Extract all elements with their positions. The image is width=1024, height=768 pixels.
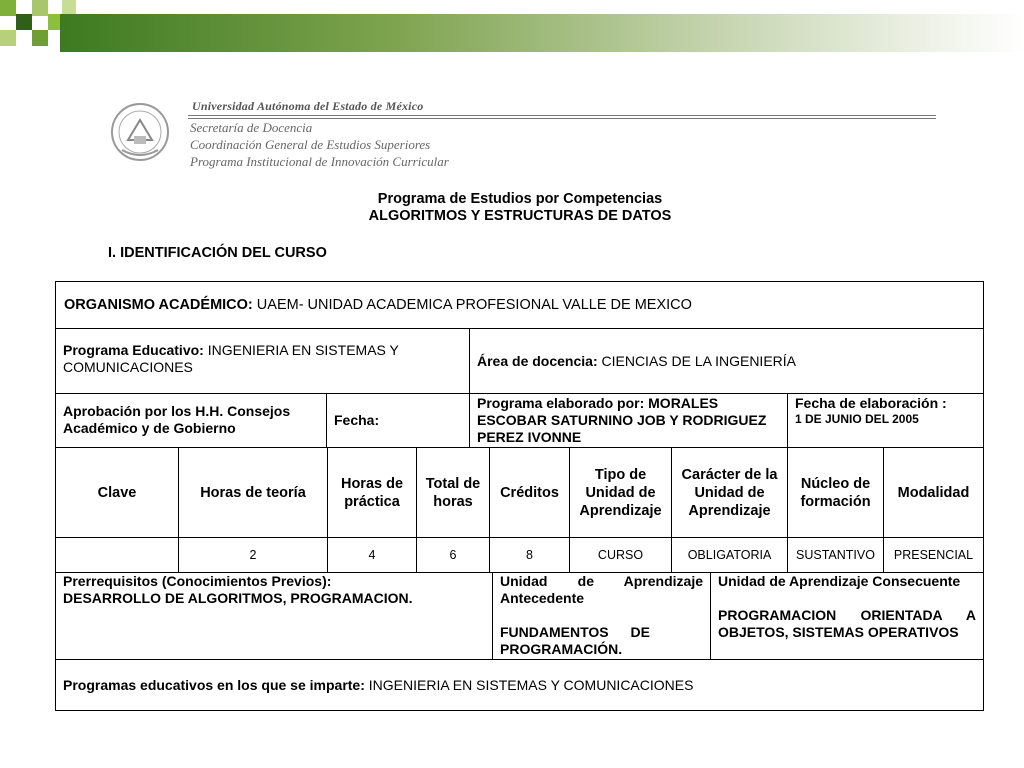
university-name: Universidad Autónoma del Estado de México: [192, 99, 424, 113]
area-value: CIENCIAS DE LA INGENIERÍA: [601, 352, 796, 369]
value-total-horas: 6: [416, 537, 490, 573]
antecedente-label: Unidad de Aprendizaje Antecedente: [500, 573, 703, 606]
fecha-elaboracion-label: Fecha de elaboración :: [795, 395, 947, 411]
col-header-creditos: Créditos: [489, 447, 570, 538]
divider: [188, 118, 936, 119]
col-header-tipo-unidad: Tipo de Unidad de Aprendizaje: [569, 447, 672, 538]
fecha-elaboracion-cell: [787, 393, 984, 448]
value-clave: [55, 537, 179, 573]
value-caracter-unidad: OBLIGATORIA: [671, 537, 788, 573]
section-heading: I. IDENTIFICACIÓN DEL CURSO: [108, 245, 327, 261]
banner-square: [32, 30, 48, 46]
consecuente-value: PROGRAMACION ORIENTADA A OBJETOS, SISTEMAS OPERATIVOS: [718, 607, 976, 640]
aprobacion-label: Aprobación por los H.H. Consejos Académico y de Gobierno: [63, 403, 291, 436]
banner-square: [0, 0, 16, 16]
elaborado-text: Programa elaborado por: MORALES ESCOBAR SATURNINO JOB Y RODRIGUEZ PEREZ IVONNE: [477, 395, 767, 445]
area-cell: [469, 328, 984, 394]
banner-square: [32, 0, 48, 16]
aprobacion-cell: [55, 393, 327, 448]
university-seal-icon: [108, 100, 172, 164]
col-header-caracter-unidad: Carácter de la Unidad de Aprendizaje: [671, 447, 788, 538]
letterhead-line: Coordinación General de Estudios Superiores: [190, 137, 431, 152]
col-header-clave: Clave: [55, 447, 179, 538]
organismo-value: UAEM- UNIDAD ACADEMICA PROFESIONAL VALLE DE MEXICO: [256, 296, 692, 313]
elaborado-cell: [469, 393, 788, 448]
document-title: Programa de Estudios por Competencias: [377, 191, 663, 207]
consecuente-cell: [710, 572, 984, 660]
antecedente-cell: [492, 572, 711, 660]
programa-cell: [55, 328, 470, 394]
divider: [188, 115, 936, 116]
fecha-label: Fecha:: [334, 412, 380, 428]
organismo-label: ORGANISMO ACADÉMICO:: [64, 296, 253, 313]
programas-label: Programas educativos en los que se imparte:: [63, 676, 365, 693]
programas-value: INGENIERIA EN SISTEMAS Y COMUNICACIONES: [368, 676, 694, 693]
course-title: ALGORITMOS Y ESTRUCTURAS DE DATOS: [368, 208, 672, 224]
letterhead-line: Programa Institucional de Innovación Curricular: [190, 154, 449, 169]
value-horas-teoria: 2: [178, 537, 328, 573]
value-horas-practica: 4: [327, 537, 417, 573]
col-header-horas-teoria: Horas de teoría: [178, 447, 328, 538]
area-label: Área de docencia:: [477, 352, 598, 369]
prerrequisitos-value: DESARROLLO DE ALGORITMOS, PROGRAMACION.: [63, 590, 413, 606]
col-header-horas-practica: Horas de práctica: [327, 447, 417, 538]
prerrequisitos-label: Prerrequisitos (Conocimientos Previos):: [63, 573, 332, 589]
banner-square: [0, 30, 16, 46]
antecedente-value: FUNDAMENTOS DE PROGRAMACIÓN.: [500, 624, 650, 657]
value-modalidad: PRESENCIAL: [883, 537, 984, 573]
programa-value: INGENIERIA EN SISTEMAS Y COMUNICACIONES: [63, 342, 399, 375]
value-creditos: 8: [489, 537, 570, 573]
programas-cell: [55, 659, 984, 711]
col-header-modalidad: Modalidad: [883, 447, 984, 538]
fecha-elaboracion-value: 1 DE JUNIO DEL 2005: [795, 412, 919, 426]
banner-square: [16, 14, 32, 30]
col-header-total-horas: Total de horas: [416, 447, 490, 538]
value-tipo-unidad: CURSO: [569, 537, 672, 573]
letterhead-line: Secretaría de Docencia: [190, 120, 313, 135]
programa-label: Programa Educativo:: [63, 342, 204, 358]
organismo-cell: [55, 281, 984, 329]
header-banner: [60, 14, 1024, 52]
banner-square: [62, 0, 76, 14]
fecha-cell: [326, 393, 470, 448]
value-nucleo-formacion: SUSTANTIVO: [787, 537, 884, 573]
consecuente-label: Unidad de Aprendizaje Consecuente: [718, 573, 961, 589]
col-header-nucleo-formacion: Núcleo de formación: [787, 447, 884, 538]
prerrequisitos-cell: [55, 572, 493, 660]
